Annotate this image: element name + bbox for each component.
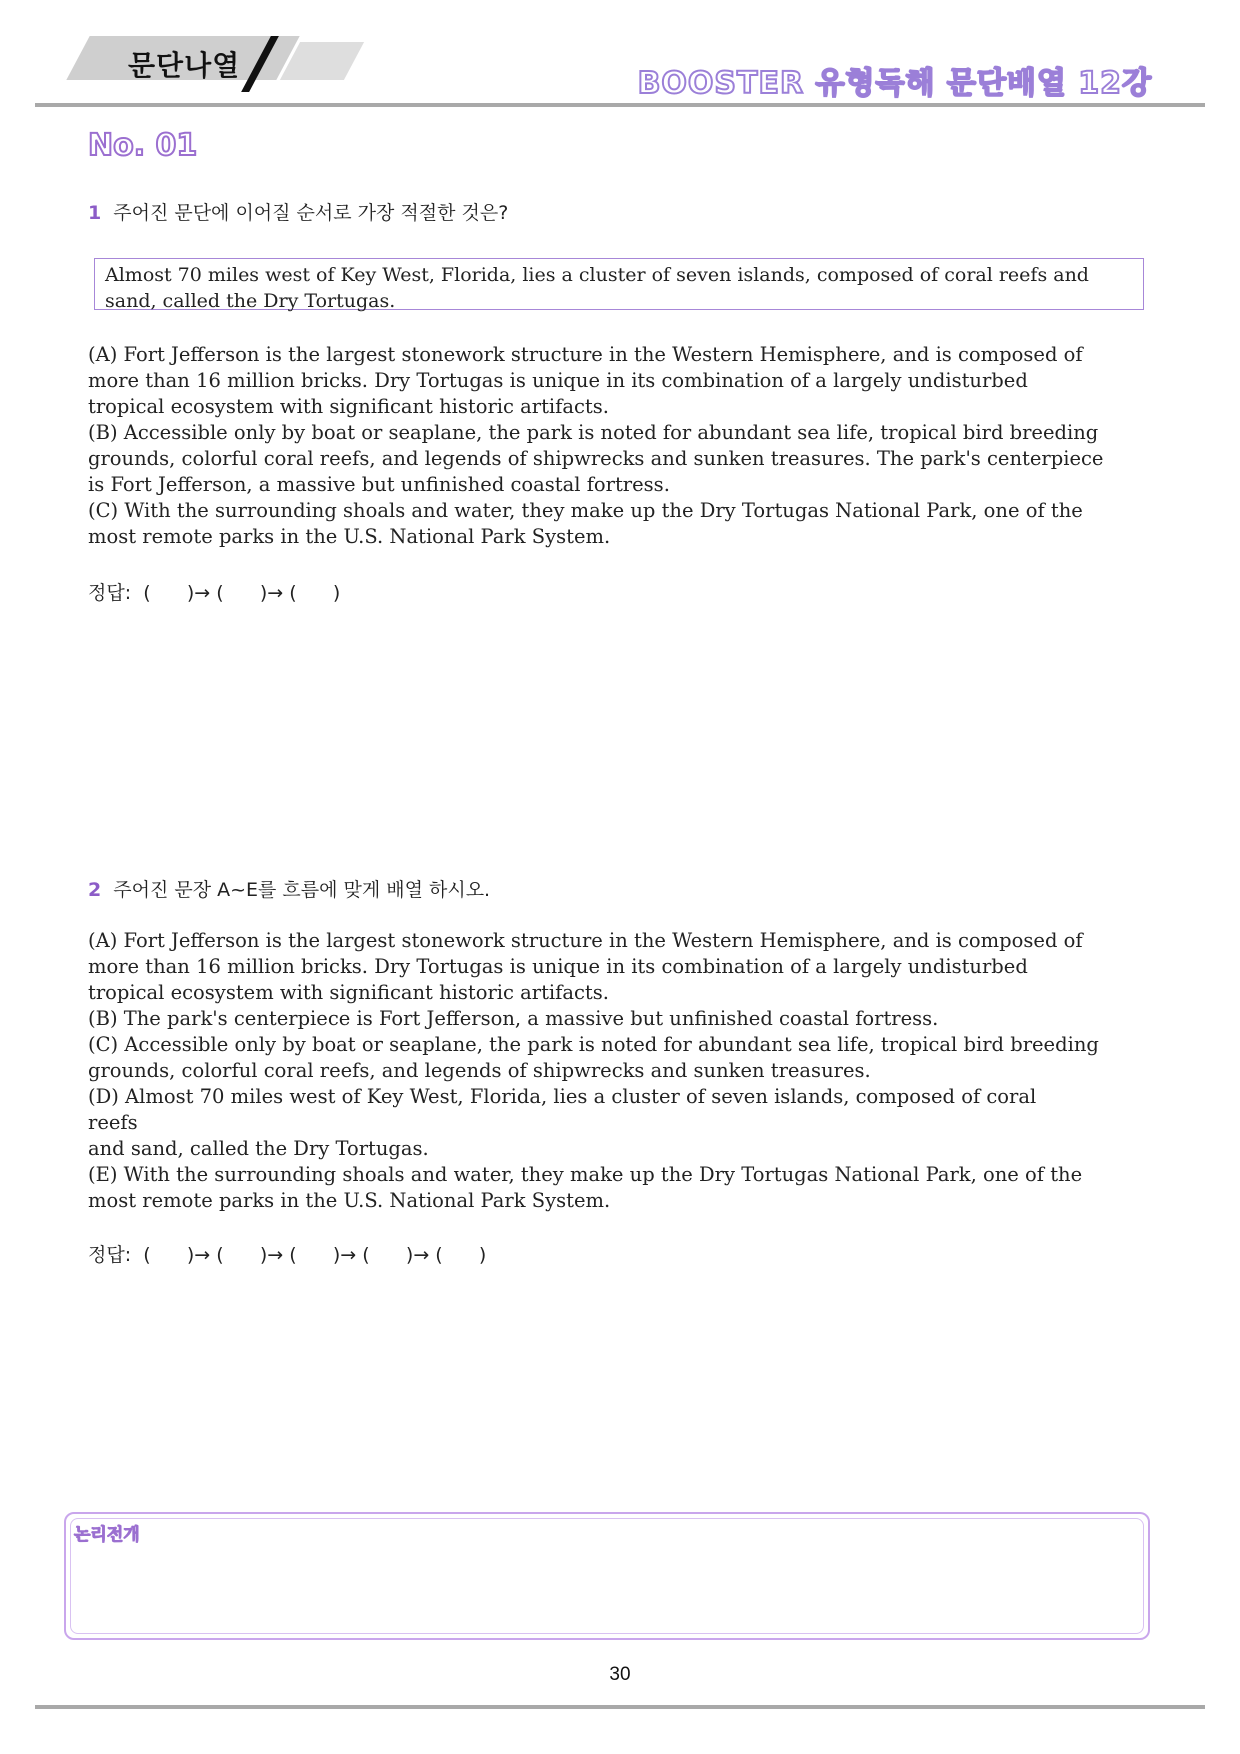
- section-tab-title: 문단나열: [128, 49, 241, 82]
- q1-para-c-line1: (C) With the surrounding shoals and water, they make up the Dry Tortugas National Park, one of the: [88, 499, 1083, 522]
- q1-para-a-line1: (A) Fort Jefferson is the largest stonework structure in the Western Hemisphere, and is composed of: [88, 343, 1083, 366]
- logic-notes-inner-border: [70, 1518, 1144, 1634]
- q1-prompt-line: [88, 198, 508, 225]
- q1-para-a-line2: more than 16 million bricks. Dry Tortugas is unique in its combination of a largely undisturbed: [88, 369, 1028, 392]
- q2-answer-blanks: 정답: ( )→ ( )→ ( )→ ( )→ ( ): [88, 1244, 487, 1266]
- q1-para-a-line3: tropical ecosystem with significant historic artifacts.: [88, 395, 609, 418]
- q2-line: (D) Almost 70 miles west of Key West, Florida, lies a cluster of seven islands, composed of coral: [88, 1085, 1037, 1108]
- q1-para-b-line3: is Fort Jefferson, a massive but unfinished coastal fortress.: [88, 473, 670, 496]
- logic-notes-box[interactable]: [64, 1512, 1150, 1640]
- logic-notes-label: 논리전개: [74, 1525, 140, 1545]
- q2-number: 2: [88, 879, 102, 901]
- q1-given-passage: Almost 70 miles west of Key West, Florida, lies a cluster of seven islands, composed of coral reefs and sand, called the Dry Tortugas.: [94, 258, 1144, 310]
- q1-para-b-line2: grounds, colorful coral reefs, and legends of shipwrecks and sunken treasures. The park's centerpiece: [88, 447, 1104, 470]
- q2-line: (E) With the surrounding shoals and water, they make up the Dry Tortugas National Park, one of the: [88, 1163, 1083, 1186]
- series-title: BOOSTER 유형독해 문단배열 12강: [637, 66, 1152, 101]
- q2-line: more than 16 million bricks. Dry Tortugas is unique in its combination of a largely undisturbed: [88, 955, 1028, 978]
- q1-para-b-line1: (B) Accessible only by boat or seaplane, the park is noted for abundant sea life, tropical bird breeding: [88, 421, 1099, 444]
- q2-prompt-line: [88, 875, 490, 902]
- q2-sentences: [88, 928, 1148, 1214]
- q1-prompt: 주어진 문단에 이어질 순서로 가장 적절한 것은?: [113, 202, 509, 224]
- q2-line: grounds, colorful coral reefs, and legends of shipwrecks and sunken treasures.: [88, 1059, 871, 1082]
- q1-paragraphs: [88, 342, 1148, 550]
- q2-line: and sand, called the Dry Tortugas.: [88, 1137, 429, 1160]
- q2-line: most remote parks in the U.S. National Park System.: [88, 1189, 611, 1212]
- header-divider: [35, 103, 1205, 107]
- problem-number: No. 01: [88, 128, 198, 163]
- page-number: 30: [609, 1664, 631, 1685]
- q2-line: (A) Fort Jefferson is the largest stonework structure in the Western Hemisphere, and is composed of: [88, 929, 1083, 952]
- q1-para-c-line2: most remote parks in the U.S. National Park System.: [88, 525, 611, 548]
- q1-number: 1: [88, 202, 102, 224]
- q2-prompt: 주어진 문장 A~E를 흐름에 맞게 배열 하시오.: [113, 879, 491, 901]
- footer-divider: [35, 1705, 1205, 1709]
- q2-line: (C) Accessible only by boat or seaplane, the park is noted for abundant sea life, tropical bird breeding: [88, 1033, 1099, 1056]
- q2-line: reefs: [88, 1111, 138, 1134]
- q1-answer-blanks: 정답: ( )→ ( )→ ( ): [88, 582, 341, 604]
- q2-line: (B) The park's centerpiece is Fort Jefferson, a massive but unfinished coastal fortress.: [88, 1007, 939, 1030]
- q2-line: tropical ecosystem with significant historic artifacts.: [88, 981, 609, 1004]
